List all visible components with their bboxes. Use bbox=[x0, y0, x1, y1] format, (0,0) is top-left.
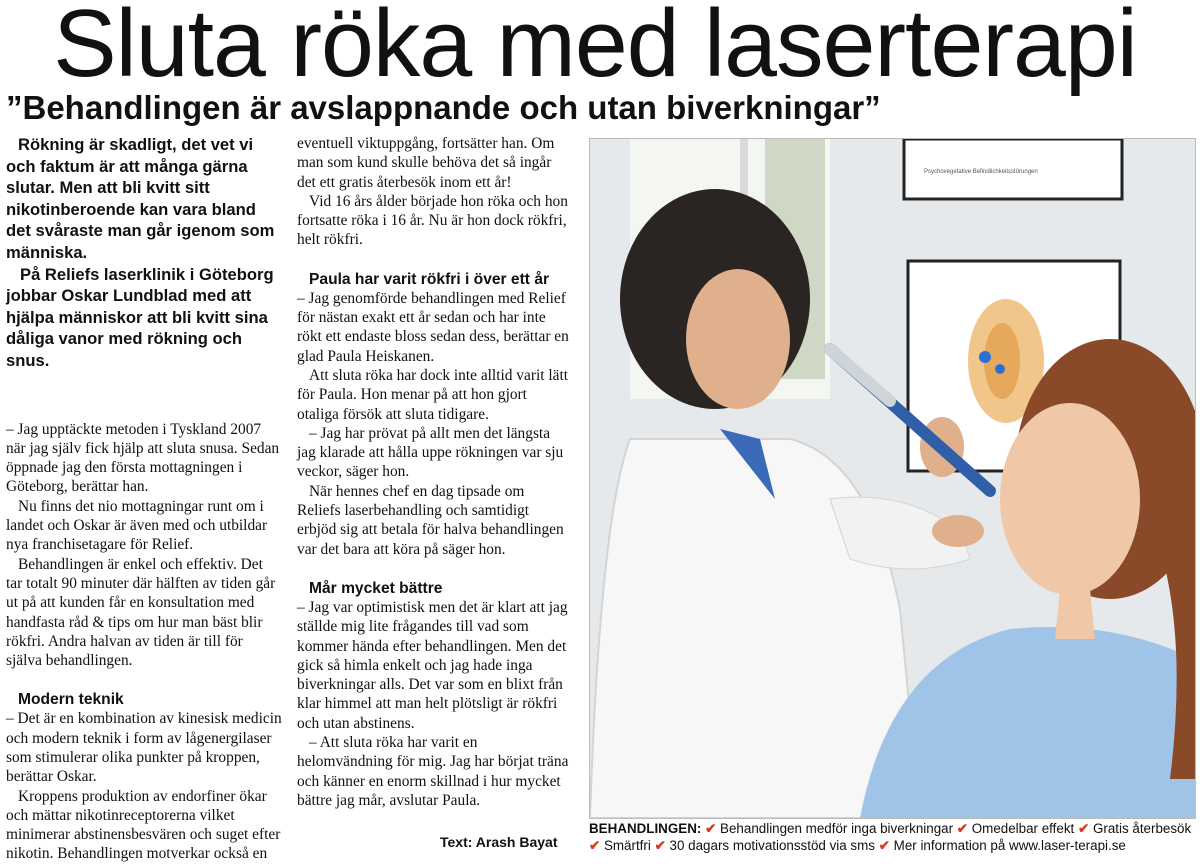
check-icon: ✔ bbox=[878, 838, 890, 853]
treatment-illustration bbox=[590, 139, 1195, 818]
lead-paragraph-1: Rökning är skadligt, det vet vi och faktum är att många gärna slutar. Men att bli kvitt sitt nikotinberoende kan vara bland det svåraste man går igenom som människa. bbox=[6, 135, 275, 262]
doctor-face bbox=[686, 269, 790, 409]
body-paragraph: – Jag genomförde behandlingen med Relief för nästan exakt ett år sedan och har inte rökt ett endaste bloss sedan dess, berättar en glad Paula Heiskanen. bbox=[297, 289, 569, 365]
body-paragraph: Vid 16 års ålder började hon röka och hon fortsatte röka i 16 år. Nu är hon dock rökfri, helt rökfri. bbox=[297, 192, 568, 249]
caption-item: Gratis återbesök bbox=[1092, 821, 1192, 836]
ear-point bbox=[995, 364, 1005, 374]
body-paragraph: Kroppens produktion av endorfiner ökar och mättar nikotinreceptorerna vilket minimerar abstinensbesvären och suget efter nikotin. Behandlingen motverkar också en bbox=[6, 787, 281, 863]
patient-neck bbox=[1055, 589, 1095, 639]
check-icon: ✔ bbox=[956, 821, 969, 836]
ear-point bbox=[979, 351, 991, 363]
caption-item: Omedelbar effekt bbox=[971, 821, 1075, 836]
byline: Text: Arash Bayat bbox=[440, 834, 558, 850]
article-column-2 bbox=[297, 134, 569, 810]
body-paragraph: – Att sluta röka har varit en helomvändning för mig. Jag har börjat träna och känner en enorm skillnad i hur mycket bättre jag mår, avslutar Paula. bbox=[297, 734, 569, 809]
lead-paragraph-2: På Reliefs laserklinik i Göteborg jobbar Oskar Lundblad med att hjälpa människor att bli kvitt sina dåliga vanor med rökning och snus. bbox=[6, 264, 274, 370]
section-heading-modern-teknik: Modern teknik bbox=[18, 691, 124, 709]
check-icon: ✔ bbox=[1077, 821, 1090, 836]
body-paragraph: – Jag har prövat på allt men det längsta jag klarade att hålla uppe rökningen var sju veckor, säger hon. bbox=[297, 424, 564, 481]
photo-caption bbox=[589, 820, 1194, 854]
body-paragraph: När hennes chef en dag tipsade om Reliefs laserbehandling och samtidigt erbjöd sig att betala för halva behandlingen var det bara att köra på säger hon. bbox=[297, 482, 564, 558]
body-paragraph: – Jag var optimistisk men det är klart att jag ställde mig lite frågandes till vad som kommer hända efter behandlingen. Men det gick så himla enkelt och jag hade inga biverkningar alls. Det var som en blixt från klar himmel att man helt plötsligt är rökfri och utan abstinens. bbox=[297, 598, 568, 732]
doctor-hand bbox=[932, 515, 984, 547]
article-column-1 bbox=[6, 134, 282, 864]
spacer bbox=[6, 670, 282, 690]
headline: Sluta röka med laserterapi bbox=[53, 0, 1137, 97]
check-icon: ✔ bbox=[705, 821, 717, 836]
body-paragraph: – Det är en kombination av kinesisk medicin och modern teknik i form av lågenergilaser som stimulerar olika punkter på kroppen, berättar Oskar. bbox=[6, 710, 282, 786]
caption-label: BEHANDLINGEN: bbox=[589, 821, 702, 836]
caption-item: Smärtfri bbox=[603, 838, 651, 853]
spacer bbox=[297, 559, 569, 579]
subheadline: ”Behandlingen är avslappnande och utan biverkningar” bbox=[6, 89, 881, 126]
check-icon: ✔ bbox=[654, 838, 666, 853]
caption-item: Behandlingen medför inga biverkningar bbox=[720, 821, 954, 836]
body-paragraph: eventuell viktuppgång, fortsätter han. Om man som kund skulle behöva det så ingår det ett gratis återbesök inom ett år! bbox=[297, 135, 555, 191]
caption-item: 30 dagars motivationsstöd via sms bbox=[669, 838, 875, 853]
body-paragraph: Behandlingen är enkel och effektiv. Det tar totalt 90 minuter där hälften av tiden går ut på att kunden får en konsultation med handfasta råd & tips om hur man bäst blir rökfri. Andra halvan av tiden är till för själva behandlingen. bbox=[6, 555, 276, 670]
spacer bbox=[6, 372, 282, 420]
poster-1-text: Psychovegetative Befindlichkeitsstörungen bbox=[924, 169, 1038, 175]
treatment-photo bbox=[589, 138, 1196, 819]
patient-face bbox=[1000, 403, 1140, 595]
section-heading-mar-battre: Mår mycket bättre bbox=[309, 579, 443, 597]
check-icon: ✔ bbox=[589, 838, 601, 853]
spacer bbox=[297, 250, 569, 270]
body-paragraph: Att sluta röka har dock inte alltid varit lätt för Paula. Hon menar på att hon gjort otaliga försök att sluta tidigare. bbox=[297, 366, 569, 423]
body-paragraph: – Jag upptäckte metoden i Tyskland 2007 när jag själv fick hjälp att sluta snusa. Sedan öppnade jag den första mottagningen i Göteborg, berättar han. bbox=[6, 420, 280, 496]
section-heading-paula: Paula har varit rökfri i över ett år bbox=[309, 270, 550, 288]
body-paragraph: Nu finns det nio mottagningar runt om i landet och Oskar är även med och utbildar nya franchisetagare för Relief. bbox=[6, 497, 268, 554]
caption-item: Mer information på www.laser-terapi.se bbox=[893, 838, 1126, 853]
